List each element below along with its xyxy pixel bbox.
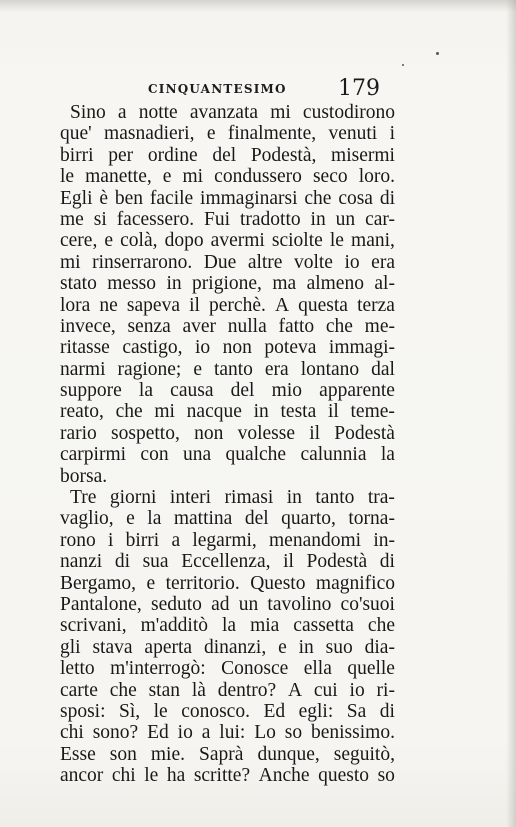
text-line: rono i birri a legarmi, menandomi in- xyxy=(60,529,395,551)
page-header xyxy=(0,78,516,102)
text-line: sposi: Sì, le conosco. Ed egli: Sa di xyxy=(60,700,395,722)
text-line: cere, e colà, dopo avermi sciolte le mani, xyxy=(60,230,395,252)
text-line: carpirmi con una qualche calunnia la xyxy=(60,444,395,466)
page-number: 179 xyxy=(338,76,380,101)
text-line: que' masnadieri, e finalmente, venuti i xyxy=(60,123,395,145)
text-line: Sino a notte avanzata mi custodirono xyxy=(70,102,395,123)
text-line: me si facessero. Fui tradotto in un car- xyxy=(60,208,395,230)
text-line: nanzi di sua Eccellenza, il Podestà di xyxy=(60,551,395,573)
text-line: Esse son mie. Saprà dunque, seguitò, xyxy=(60,743,395,765)
text-line: mi rinserrarono. Due altre volte io era xyxy=(60,251,395,273)
text-line: narmi ragione; e tanto era lontano dal xyxy=(60,358,395,380)
text-line: letto m'interrogò: Conosce ella quelle xyxy=(60,658,395,680)
body-text xyxy=(60,102,395,787)
text-line: vaglio, e la mattina del quarto, torna- xyxy=(60,508,395,530)
ink-speck xyxy=(402,64,404,66)
text-line: stato messo in prigione, ma almeno al- xyxy=(60,273,395,295)
text-line: Tre giorni interi rimasi in tanto tra- xyxy=(70,487,395,509)
text-line: suppore la causa del mio apparente xyxy=(60,380,395,402)
text-line: invece, senza aver nulla fatto che me- xyxy=(60,315,395,337)
text-line: scrivani, m'additò la mia cassetta che xyxy=(60,615,395,637)
text-line: Pantalone, seduto ad un tavolino co'suoi xyxy=(60,593,395,615)
text-line: rario sospetto, non volesse il Podestà xyxy=(60,422,395,444)
text-line: le manette, e mi condussero seco loro. xyxy=(60,166,395,188)
text-line: birri per ordine del Podestà, misermi xyxy=(60,144,395,166)
text-line: reato, che mi nacque in testa il teme- xyxy=(60,401,395,423)
text-line: Bergamo, e territorio. Questo magnifico xyxy=(60,572,395,594)
text-line: gli stava aperta dinanzi, e in suo dia- xyxy=(60,636,395,658)
text-line: borsa. xyxy=(60,465,108,487)
text-line: ancor chi le ha scritte? Anche questo so xyxy=(60,765,395,787)
ink-speck xyxy=(436,52,439,55)
text-line: lora ne sapeva il perchè. A questa terza xyxy=(60,294,395,316)
running-title: CINQUANTESIMO xyxy=(148,82,287,96)
text-line: Egli è ben facile immaginarsi che cosa di xyxy=(60,187,395,209)
text-line: ritasse castigo, io non poteva immagi- xyxy=(60,337,395,359)
text-line: chi sono? Ed io a lui: Lo so benissimo. xyxy=(60,722,395,744)
text-line: carte che stan là dentro? A cui io ri- xyxy=(60,679,395,701)
